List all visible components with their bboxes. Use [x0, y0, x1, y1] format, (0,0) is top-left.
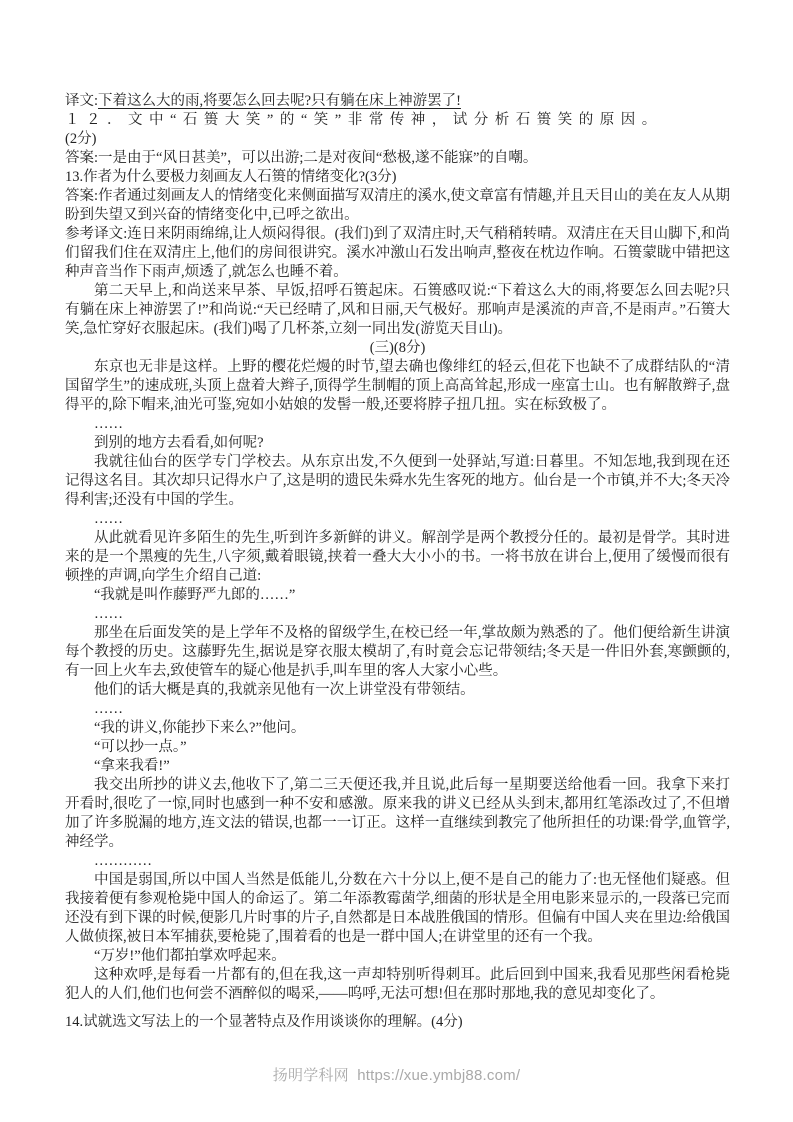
essay-line-go-elsewhere: 到别的地方去看看,如何呢? — [94, 435, 264, 451]
ellipsis-separator-long: ………… — [94, 853, 152, 869]
answer-12: 答案:一是由于“风日甚美”，可以出游;二是对夜间“愁极,遂不能寐”的自嘲。 — [65, 150, 538, 166]
essay-paragraph-cheering: 这种欢呼,是每看一片都有的,但在我,这一声却特别听得刺耳。此后回到中国来,我看见那些闲看枪毙犯人的人们,他们也何尝不酒醉似的喝采,——呜呼,无法可想!但在那时那地,我的意见却变化了。 — [65, 967, 730, 1002]
essay-line-necktie: 他们的话大概是真的,我就亲见他有一次上讲堂没有带领结。 — [94, 682, 475, 698]
ellipsis-separator: …… — [94, 416, 123, 432]
answer-13: 答案:作者通过刻画友人的情绪变化来侧面描写双清庄的溪水,使文章富有情趣,并且天目山的美在友人从期盼到失望又到兴奋的情绪变化中,已呼之欲出。 — [65, 188, 730, 223]
ellipsis-separator: …… — [94, 511, 123, 527]
line-prefix: 译文: — [65, 93, 99, 109]
essay-paragraph-weak-nation: 中国是弱国,所以中国人当然是低能儿,分数在六十分以上,便不是自己的能力了:也无怪他们疑惑。但我接着便有参观枪毙中国人的命运了。第二年添教霉菌学,细菌的形状是全用电影来显示的,一段落已完而还没有到下课的时候,便影几片时事的片子,自然都是日本战胜俄国的情形。但偏有中国人夹在里边:给俄国人做侦探,被日本军捕获,要枪毙了,围着看的也是一群中国人;在讲堂里的还有一个我。 — [65, 872, 730, 945]
watermark-url: https://xue.ymbj88.com/ — [357, 1067, 521, 1084]
translation-answer-line — [65, 92, 730, 111]
dialogue-line-fujino-intro: “我就是叫作藤野严九郎的……” — [94, 587, 296, 603]
reference-translation-paragraph-2: 第二天早上,和尚送来早茶、早饭,招呼石篑起床。石篑感叹说:“下着这么大的雨,将要怎么回去呢?只有躺在床上神游罢了!”和尚说:“天已经晴了,风和日丽,天气极好。那响声是溪流的声音,不是雨声。”石篑大笑,急忙穿好衣服起床。(我们)喝了几杯茶,立刻一同出发(游览天目山)。 — [65, 283, 730, 337]
underlined-text: 下着这么大的雨,将要怎么回去呢?只有躺在床上神游罢了! — [98, 93, 461, 109]
essay-paragraph-lecture-notes: 我交出所抄的讲义去,他收下了,第二三天便还我,并且说,此后每一星期要送给他看一回。我拿下来打开看时,很吃了一惊,同时也感到一种不安和感激。原来我的讲义已经从头到末,都用红笔添改过了,不但增加了许多脱漏的地方,连文法的错误,也都一一订正。这样一直继续到教完了他所担任的功课:骨学,血管学,神经学。 — [65, 777, 730, 850]
question-12-score: (2分) — [65, 131, 97, 147]
ellipsis-separator: …… — [94, 701, 123, 717]
watermark-site-name: 扬明学科网 — [272, 1067, 349, 1084]
essay-paragraph-tokyo: 东京也无非是这样。上野的樱花烂熳的时节,望去确也像绯红的轻云,但花下也缺不了成群结队的“清国留学生”的速成班,头顶上盘着大辫子,顶得学生制帽的顶上高高耸起,形成一座富士山。也有解散辫子,盘得平的,除下帽来,油光可鉴,宛如小姑娘的发髻一般,还要将脖子扭几扭。实在标致极了。 — [65, 359, 730, 413]
question-12: １２．文中“石篑大笑”的“笑”非常传神，试分析石篑笑的原因。 — [65, 112, 663, 128]
essay-paragraph-anatomy: 从此就看见许多陌生的先生,听到许多新鲜的讲义。解剖学是两个教授分任的。最初是骨学。其时进来的是一个黑瘦的先生,八字须,戴着眼镜,挟着一叠大大小小的书。一将书放在讲台上,便用了缓慢而很有顿挫的声调,向学生介绍自己道: — [65, 530, 730, 584]
watermark-footer — [0, 1064, 793, 1085]
section-heading: (三)(8分) — [369, 340, 426, 356]
question-13: 13.作者为什么要极力刻画友人石篑的情绪变化?(3分) — [65, 169, 397, 185]
ellipsis-separator: …… — [94, 606, 123, 622]
dialogue-line-copy-question: “我的讲义,你能抄下来么?”他问。 — [94, 720, 306, 736]
blank-gap — [65, 1004, 730, 1013]
dialogue-line-show-me: “拿来我看!” — [94, 758, 170, 774]
question-14: 14.试就选文写法上的一个显著特点及作用谈谈你的理解。(4分) — [65, 1014, 463, 1030]
reference-translation: 参考译文:连日来阴雨绵绵,让人烦闷得很。(我们)到了双清庄时,天气稍稍转晴。双清庄在天目山脚下,和尚们留我们住在双清庄上,他们的房间很讲究。溪水冲激山石发出响声,整夜在枕边作响。石篑蒙眬中错把这种声音当作下雨声,烦透了,就怎么也睡不着。 — [65, 226, 730, 280]
essay-paragraph-sendai: 我就往仙台的医学专门学校去。从东京出发,不久便到一处驿站,写道:日暮里。不知怎地,我到现在还记得这名目。其次却只记得水户了,这是明的遗民朱舜水先生客死的地方。仙台是一个市镇,并不大;冬天冷得利害;还没有中国的学生。 — [65, 454, 730, 508]
essay-paragraph-students: 那坐在后面发笑的是上学年不及格的留级学生,在校已经一年,掌故颇为熟悉的了。他们便给新生讲演每个教授的历史。这藤野先生,据说是穿衣服太模胡了,有时竟会忘记带领结;冬天是一件旧外套,寒颤颤的,有一回上火车去,致使管车的疑心他是扒手,叫车里的客人大家小心些。 — [65, 625, 730, 679]
dialogue-line-copy-answer: “可以抄一点。” — [94, 739, 187, 755]
dialogue-line-banzai: “万岁!”他们都拍掌欢呼起来。 — [94, 948, 286, 964]
document-body — [65, 92, 730, 1032]
